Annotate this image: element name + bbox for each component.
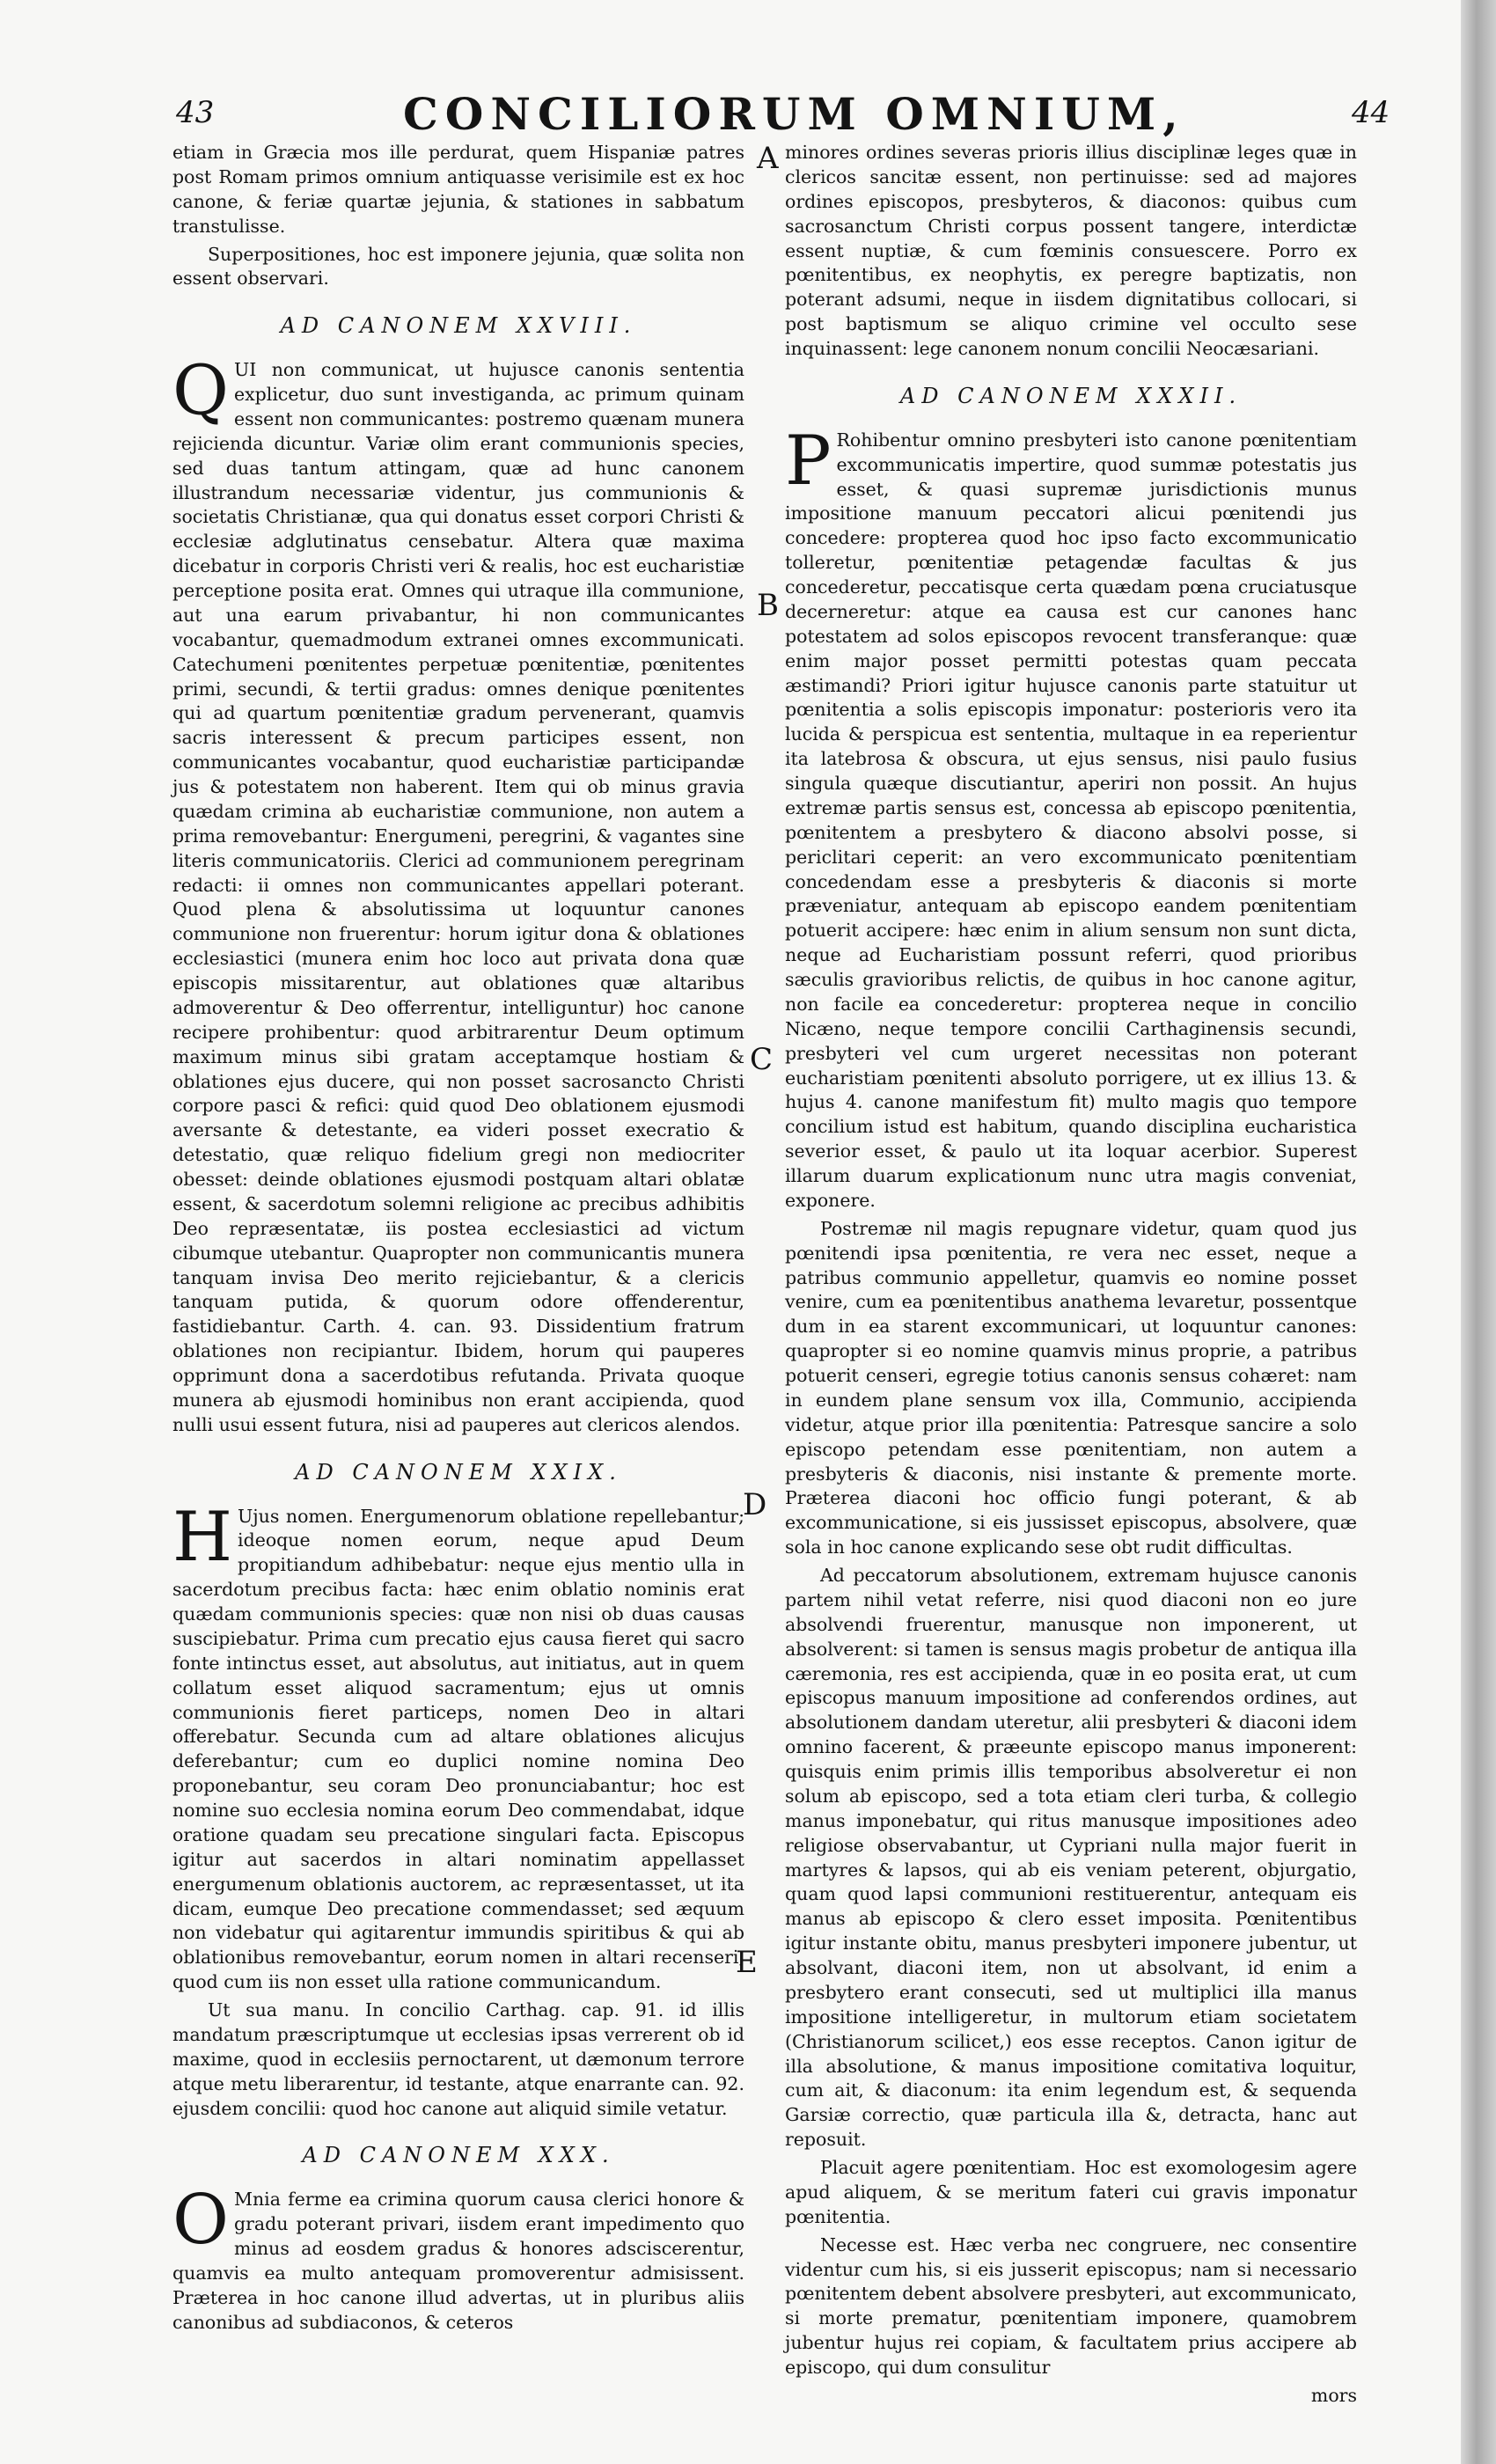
heading-canon-30: AD CANONEM XXX.	[302, 2143, 615, 2168]
book-gutter	[1461, 0, 1496, 2464]
running-head: CONCILIORUM OMNIUM,	[403, 88, 1185, 140]
left-column	[172, 141, 744, 2339]
margin-letter-b: B	[757, 588, 779, 623]
intro-text: etiam in Græcia mos ille perdurat, quem Hispaniæ patres post Romam primos omnium antiquasse verisimile est ex hoc canone, & feriæ quartæ jejunia, & stationes in sabbatum transtulisse.	[172, 142, 744, 237]
margin-letter-c: C	[750, 1042, 774, 1077]
canon-32-para-5: Necesse est. Hæc verba nec congruere, nec consentire videntur cum his, si eis jusserit episcopus; nam si necessario pœnitentem debent absolvere presbyteri, aut excommunicato, si morte prematur, pœnitentiam imponere, quamobrem jubentur hujus rei copiam, & facultatem prius accipere ab episcopo, qui dum consulitur	[785, 2233, 1357, 2378]
drop-cap: H	[172, 1497, 233, 1577]
margin-letter-e: E	[736, 1945, 758, 1980]
catchword: mors	[1310, 2384, 1357, 2406]
canon-32-para-4: Placuit agere pœnitentiam. Hoc est exomologesim agere apud aliquem, & se meritum fateri cui gravis imponatur pœnitentia.	[785, 2157, 1357, 2227]
canon-29-note: Ut sua manu. In concilio Carthag. cap. 91. id illis mandatum præscriptumque ut ecclesias ipsas verrerent ob id maxime, quod in ecclesiis pernoctarent, ut dæmonum terrore atque metu liberarentur, id testante, atque enarrante can. 92. ejusdem concilii: quod hoc canone aut aliquid simile vetatur.	[172, 1999, 744, 2119]
canon-28-text: QUI non communicat, ut hujusce canonis sententia explicetur, duo sunt investiganda, ac primum quinam essent non communicantes: postremo quænam munera rejicienda dicuntur. Variæ olim erant communionis species, sed duas tantum attingam, quæ ad hunc canonem illustrandum necessariæ videntur, jus communionis & societatis Christianæ, qua qui donatus esset corpori Christi & ecclesiæ adglutinatus censebatur. Altera quæ maxima dicebatur in corporis Christi veri & realis, hoc est eucharistiæ perceptione posita erat. Omnes qui utraque illa communione, aut una earum privabantur, hi non communicantes vocabantur, quemadmodum extranei omnes excommunicati. Catechumeni pœnitentes perpetuæ pœnitentiæ, pœnitentes primi, secundi, & tertii gradus: omnes denique pœnitentes qui ad quartum pœnitentiæ gradum pervenerant, quamvis sacris interessent & precum participes essent, non communicantes vocabantur, quod eucharistiæ participandæ jus & potestatem non haberent. Item qui ob minus gravia quædam crimina ab eucharistiæ communione, non autem a prima removebantur: Energumeni, peregrini, & vagantes sine literis communicatoriis. Clerici ad communionem peregrinam redacti: ii omnes non communicantes appellari poterant. Quod plena & absolutissima ut loquuntur canones communione non fruerentur: horum igitur dona & oblationes ecclesiastici (munera enim hoc loco aut privata dona quæ episcopis missitarentur, aut oblationes quæ altaribus admoverentur & Deo offerrentur, intelliguntur) hoc canone recipere prohibentur: quod arbitrarentur Deum optimum maximum minus sibi gratam acceptamque hostiam & oblationes ejus ducere, qui non posset sacrosancto Christi corpore pasci & refici: quid quod Deo oblationem ejusmodi aversante & detestante, ea videri posset execratio & detestatio, quæ reliquo fidelium gregi non mediocriter obesset: deinde oblationes ejusmodi postquam altari oblatæ essent, & sacerdotum solemni religione ac precibus adhibitis Deo repræsentatæ, iis postea ecclesiastici ad victum cibumque utebantur. Quapropter non communicantis munera tanquam invisa Deo merito rejiciebantur, & a clericis tanquam putida, & quorum odore offenderentur, fastidiebantur. Carth. 4. can. 93. Dissidentium fratrum oblationes non recipiantur. Ibidem, horum qui pauperes opprimunt dona a sacerdotibus refutanda. Privata quoque munera ab ejusmodi hominibus non erant accipienda, quod nulli usui essent futura, nisi ad pauperes aut clericos alendos.	[172, 351, 744, 1435]
canon-32-para-3: Ad peccatorum absolutionem, extremam hujusce canonis partem nihil vetat referre, nisi quod diaconi non eo jure absolvendi fruerentur, manusque non imponerent, ut absolverent: si tamen is sensus magis probetur de antiqua illa cæremonia, res est accipienda, quæ in eo posita erat, ut cum episcopus manuum impositione ad conferendos ordines, aut absolutionem dandam uteretur, alii presbyteri & diaconi idem omnino facerent, & præeunte episcopo manus imponerent: quisquis enim primis illis temporibus absolveretur ei non solum ab episcopo, sed a tota etiam cleri turba, & collegio manus imponebatur, qui ritus manusque impositiones adeo religiose observabantur, ut Cypriani nulla major fuerit in martyres & lapsos, qui ab eis veniam peterent, objurgatio, quam quod lapsi communioni restituerentur, antequam eis manus ab episcopo & clero esset imposita. Pœnitentibus igitur instante obitu, manus presbyteri imponere jubentur, ut absolvant, diaconi item, non ut absolvant, id enim a presbytero erant consecuti, sed ut multiplici illa manus impositione intelligeretur, in multorum etiam societatem (Christianorum scilicet,) eos esse receptos. Canon igitur de illa absolutione, & manus impositione comitativa loquitur, cum ait, & diaconum: ita enim legendum est, & sequenda Garsiæ correctio, quæ particula illa &, detracta, hanc aut reposuit.	[785, 1565, 1357, 2151]
heading-canon-32: AD CANONEM XXXII.	[899, 383, 1243, 408]
drop-cap: O	[172, 2181, 229, 2261]
drop-cap: Q	[172, 351, 229, 431]
page-number-left: 43	[176, 95, 215, 130]
margin-letter-a: A	[757, 141, 779, 176]
heading-canon-29: AD CANONEM XXIX.	[295, 1459, 622, 1485]
continuation-text: minores ordines severas prioris illius disciplinæ leges quæ in clericos sancitæ essent, non pertinuisse: sed ad majores ordines episcopos, presbyteros, & diaconos: quibus cum sacrosanctum Christi corpus possent tangere, interdictæ essent nuptiæ, & cum fœminis consuescere. Porro ex pœnitentibus, ex neophytis, ex peregre baptizatis, non poterant adsumi, neque in iisdem dignitatibus collocari, si post baptismum se aliquo crimine vel occulto sese inquinassent: lege canonem nonum concilii Neocæsariani.	[785, 142, 1357, 359]
canon-32-para-2: Postremæ nil magis repugnare videtur, quam quod jus pœnitendi ipsa pœnitentia, re vera nec esset, neque a patribus communio appelletur, quamvis eo nomine posset venire, cum ea pœnitentibus anathema levaretur, possentque dum in ea starent excommunicari, ut loquuntur canones: quapropter si eo nomine quamvis minus proprie, a patribus potuerit censeri, egregie totius canonis sensus cohæret: nam in eundem plane sensum vox illa, Communio, accipienda videtur, atque prior illa pœnitentia: Patresque sancire a solo episcopo petendam esse pœnitentiam, non autem a presbyteris & diaconis, nisi instante & premente morte. Præterea diaconi hoc officio fungi poterant, & ab excommunicatione, si eis jussisset episcopus, absolvere, quæ sola in hoc canone explicando sese obt rudit difficultas.	[785, 1217, 1357, 1558]
canon-29-text: H Ujus nomen. Energumenorum oblatione repellebantur; ideoque nomen eorum, neque apud Deum propitiandum adhibebatur: neque ejus mentio ulla in sacerdotum precibus facta: hæc enim oblatio nominis erat quædam communionis species: quæ non nisi ob duas causas suscipiebatur. Prima cum precatio ejus causa fieret qui sacro fonte intinctus esset, aut absolutus, aut initiatus, aut in quem collatum esset aliquod sacramentum; ejus ut omnis communionis fieret particeps, nomen Deo in altari offerebatur. Secunda cum ad altare oblationes alicujus deferebantur; cum eo duplici nomine nomina Deo proponebantur, seu coram Deo pronunciabantur; hoc est nomine suo ecclesia nomina eorum Deo commendabat, idque oratione quadam seu precatione singulari facta. Episcopus igitur aut sacerdos in altari nominatim appellasset energumenum oblationis auctorem, ac repræsentasset, ut ita dicam, eumque Deo precatione commendasset; sed æquum non videbatur qui agitarentur immundis spiritibus & qui ab oblationibus removebantur, eorum nomen in altari recenseri, quod cum iis non esset ulla ratione communicandum.	[172, 1497, 744, 1993]
drop-cap: P	[785, 421, 832, 501]
right-column	[785, 141, 1357, 2409]
superpositiones-note: Superpositiones, hoc est imponere jejunia, quæ solita non essent observari.	[172, 243, 744, 290]
page-number-right: 44	[1352, 95, 1390, 130]
canon-30-text: O Mnia ferme ea crimina quorum causa clerici honore & gradu poterant privari, iisdem erant impedimento quo minus ad eosdem gradus & honores adsciscerentur, quamvis ea multo antequam promoverentur admisissent. Præterea in hoc canone illud advertas, ut in pluribus aliis canonibus ad subdiaconos, & ceteros	[172, 2181, 744, 2333]
margin-letter-d: D	[743, 1487, 767, 1522]
canon-32-text: P Rohibentur omnino presbyteri isto canone pœnitentiam excommunicatis impertire, quod summæ potestatis jus esset, & quasi supremæ jurisdictionis munus impositione manuum peccatori alicui pœnitendi jus concedere: propterea quod hoc ipso facto excommunicatio tolleretur, pœnitentiæ petagendæ facultas & jus concederetur, peccatisque certa quædam pœna cruciatusque decerneretur: atque ea causa est cur canones hanc potestatem ad solos episcopos revocent transferanque: quæ enim major posset permitti potestas quam peccata æstimandi? Priori igitur hujusce canonis parte statuitur ut pœnitentia a solis episcopis imponatur: posterioris vero ita lucida & perspicua est sententia, multaque in ea reperientur ita latebrosa & obscura, ut ejus sensus, nisi paulo fusius singula quæque discutiantur, aperiri non possit. An hujus extremæ partis sensus est, concessa ab episcopo pœnitentia, pœnitentem a presbytero & diacono absolvi posse, si periclitari ceperit: an vero excommunicato pœnitentiam concedendam esse a presbyteris & diaconis si morte præveniatur, antequam ab episcopo eandem pœnitentiam potuerit accipere: hæc enim in alium sensum non sunt dicta, neque ad Eucharistiam possunt referri, quod prioribus sæculis gravioribus relictis, de quibus in hoc canone agitur, non facile ea concederetur: propterea neque in concilio Nicæno, neque tempore concilii Carthaginensis secundi, presbyteri vel cum urgeret necessitas non poterant eucharistiam pœnitenti absoluto porrigere, ut ex illius 13. & hujus 4. canone manifestum fit) multo magis quo tempore concilium istud est habitum, quando disciplina eucharistica severior esset, & paulo ut ita loquar acerbior. Superest illarum duarum explicationum nunc utra magis conveniat, exponere.	[785, 421, 1357, 1211]
heading-canon-28: AD CANONEM XXVIII.	[280, 313, 637, 339]
